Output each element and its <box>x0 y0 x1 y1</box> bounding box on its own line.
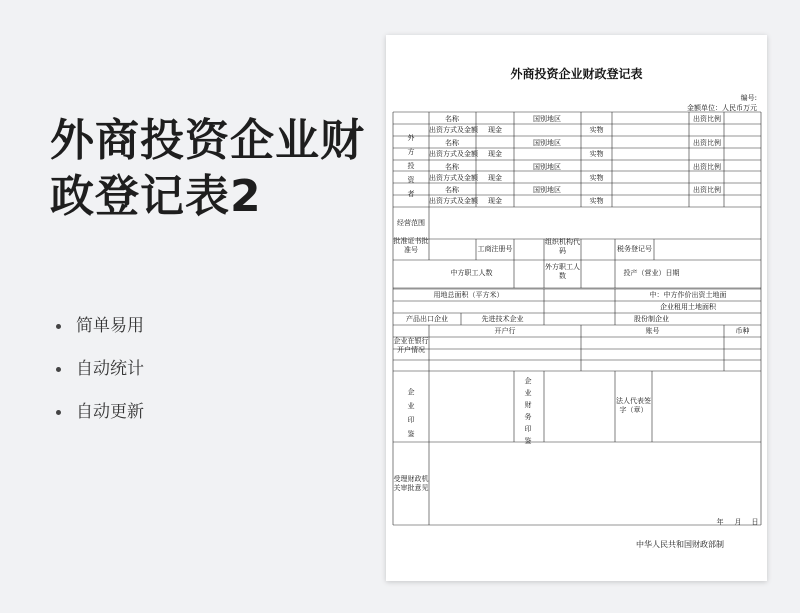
form-label-ratio: 出资比例 <box>693 163 721 171</box>
form-label-cn-land-value: 中：中方作价出资土地面 <box>649 291 727 299</box>
form-label-country: 国别地区 <box>533 163 561 171</box>
form-label-cash: 现金 <box>488 174 502 182</box>
form-label-cash: 现金 <box>488 150 502 158</box>
form-label-business-reg: 工商注册号 <box>477 245 513 253</box>
form-label-scope: 经营范围 <box>397 219 425 227</box>
form-label-tech-ent: 先进技术企业 <box>481 315 524 323</box>
form-label-ratio: 出资比例 <box>693 186 721 194</box>
unit-label: 金额单位：人民币万元 <box>687 104 757 112</box>
form-label-approval: 批准证书批准号 <box>393 237 429 254</box>
form-label-year: 年 <box>716 518 724 526</box>
form-label-ratio: 出资比例 <box>693 139 721 147</box>
form-label-rent-land: 企业租用土地面积 <box>660 303 716 311</box>
form-label-start-date: 投产（营业）日期 <box>623 269 680 277</box>
form-label-land-area: 用地总面积（平方米） <box>433 291 504 299</box>
form-label-opinion: 受理财政机关审批意见 <box>393 475 429 492</box>
feature-list <box>56 312 144 441</box>
form-label-country: 国别地区 <box>533 115 561 123</box>
form-preview <box>386 35 767 581</box>
form-label-country: 国别地区 <box>533 186 561 194</box>
form-label-method: 出资方式及金额 <box>429 197 478 205</box>
form-label-bank: 开户行 <box>494 327 516 335</box>
form-label-seal: 企业印鉴 <box>407 388 415 438</box>
page-headline: 外商投资企业财政登记表2 <box>50 115 365 222</box>
feature-auto-update: 自动更新 <box>56 398 144 441</box>
feature-easy: 简单易用 <box>56 312 144 355</box>
form-label-bank-label: 企业在银行开户情况 <box>393 337 429 354</box>
form-label-name: 名称 <box>445 163 459 171</box>
form-label-org-code: 组织机构代码 <box>545 238 580 255</box>
form-label-ratio: 出资比例 <box>693 115 721 123</box>
form-label-country: 国别地区 <box>533 139 561 147</box>
form-label-name: 名称 <box>445 186 459 194</box>
form-label-investor-label: 外方投资者 <box>407 134 415 198</box>
form-label-kind: 实物 <box>589 174 604 182</box>
ministry-footer: 中华人民共和国财政部制 <box>636 540 724 549</box>
form-label-finance-seal: 企业财务印鉴 <box>524 377 532 445</box>
form-label-method: 出资方式及金额 <box>429 150 478 158</box>
form-label-export-ent: 产品出口企业 <box>406 315 448 323</box>
form-label-cash: 现金 <box>488 126 502 134</box>
form-label-month: 月 <box>734 518 742 526</box>
form-title: 外商投资企业财政登记表 <box>510 67 643 81</box>
form-label-kind: 实物 <box>589 150 604 158</box>
form-label-method: 出资方式及金额 <box>429 174 478 182</box>
form-label-kind: 实物 <box>589 197 604 205</box>
form-label-share-ent: 股份制企业 <box>634 315 669 323</box>
form-label-account: 账号 <box>645 327 660 335</box>
form-label-tax-reg: 税务登记号 <box>617 245 652 253</box>
form-label-currency: 币种 <box>735 327 750 335</box>
form-label-cash: 现金 <box>488 197 502 205</box>
form-label-kind: 实物 <box>589 126 604 134</box>
form-label-day: 日 <box>751 518 759 526</box>
form-label-name: 名称 <box>445 139 459 147</box>
form-label-legal-sign: 法人代表签字（章） <box>616 397 651 414</box>
form-label-cn-staff: 中方职工人数 <box>450 269 493 277</box>
feature-auto-stat: 自动统计 <box>56 355 144 398</box>
form-label-name: 名称 <box>445 115 459 123</box>
form-label-foreign-staff: 外方职工人数 <box>545 263 580 280</box>
number-label: 编号: <box>740 94 757 102</box>
form-label-method: 出资方式及金额 <box>429 126 478 134</box>
